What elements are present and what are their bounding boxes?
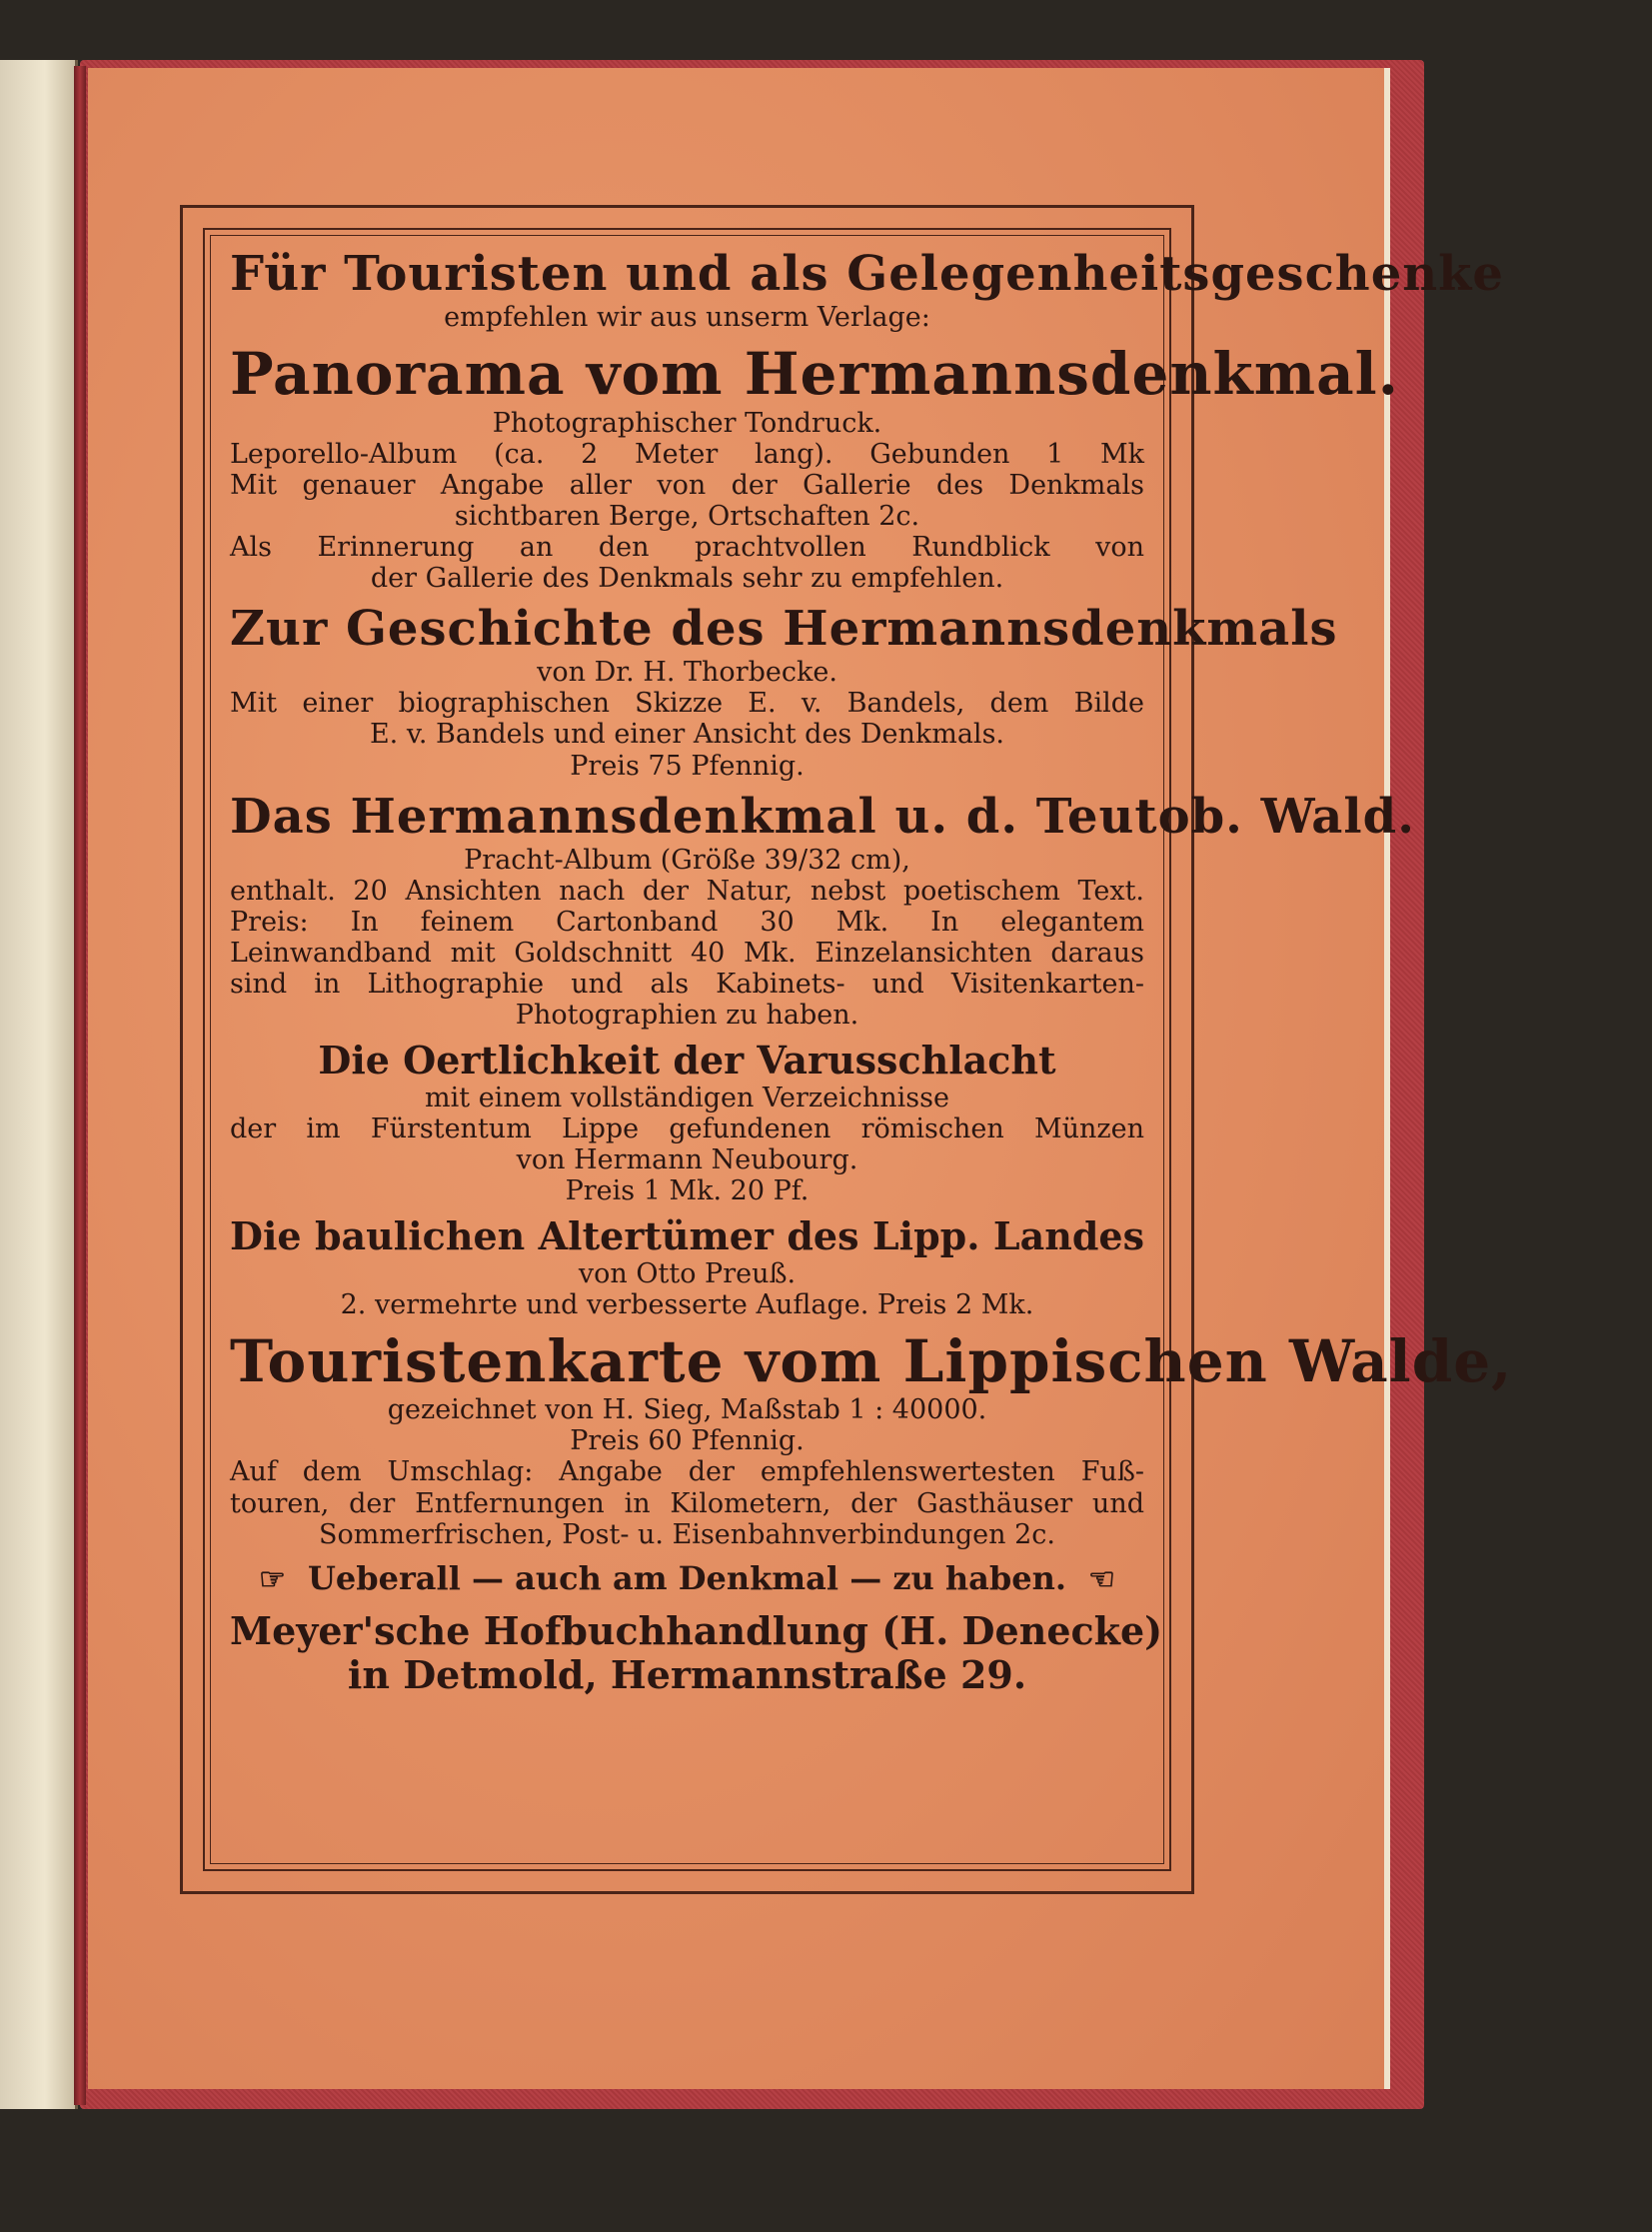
section-line: Mit einer biographischen Skizze E. v. Bandels, dem Bilde	[230, 688, 1144, 720]
section-line: enthalt. 20 Ansichten nach der Natur, nebst poetischem Text.	[230, 875, 1144, 907]
section-line: Leporello-Album (ca. 2 Meter lang). Gebunden 1 Mk	[230, 438, 1144, 470]
section-line: Leinwandband mit Goldschnitt 40 Mk. Einzelansichten daraus	[230, 937, 1144, 969]
section-line: von Hermann Neubourg.	[516, 1143, 858, 1175]
publisher-address: in Detmold, Hermannstraße 29.	[347, 1651, 1027, 1697]
section-line: Als Erinnerung an den prachtvollen Rundblick von	[230, 532, 1144, 564]
subheadline: empfehlen wir aus unserm Verlage:	[444, 302, 930, 334]
advertisement-content	[230, 245, 1513, 1844]
section-title: Panorama vom Hermannsdenkmal.	[230, 340, 1399, 409]
section-line: von Otto Preuß.	[578, 1257, 797, 1289]
section-line: der im Fürstentum Lippe gefundenen römischen Münzen	[230, 1113, 1144, 1144]
pointing-hand-right-icon: ☞	[259, 1561, 286, 1597]
pointing-hand-left-icon: ☜	[1088, 1561, 1115, 1597]
section-line: Pracht-Album (Größe 39/32 cm),	[464, 844, 910, 876]
section-line: von Dr. H. Thorbecke.	[537, 657, 837, 689]
section-line: Photographien zu haben.	[515, 1000, 859, 1031]
section-title: Zur Geschichte des Hermannsdenkmals	[230, 601, 1338, 658]
section-line: Preis 1 Mk. 20 Pf.	[565, 1174, 810, 1206]
publisher-name: Meyer'sche Hofbuchhandlung (H. Denecke)	[230, 1608, 1163, 1654]
section-line: Auf dem Umschlag: Angabe der empfehlenswertesten Fuß-	[230, 1456, 1144, 1488]
section-line: Mit genauer Angabe aller von der Gallerie des Denkmals	[230, 470, 1144, 502]
section-line: Photographischer Tondruck.	[492, 407, 882, 439]
section-line: gezeichnet von H. Sieg, Maßstab 1 : 40000.	[387, 1394, 987, 1426]
book-spine	[74, 66, 86, 2105]
section-line: Preis: In feinem Cartonband 30 Mk. In elegantem	[230, 906, 1144, 938]
section-line: sind in Lithographie und als Kabinets- und Visitenkarten-	[230, 968, 1144, 1000]
section-title: Das Hermannsdenkmal u. d. Teutob. Wald.	[230, 788, 1415, 845]
section-line: Preis 75 Pfennig.	[570, 750, 805, 782]
notice-text: Ueberall — auch am Denkmal — zu haben.	[307, 1558, 1067, 1597]
section-line: der Gallerie des Denkmals sehr zu empfehlen.	[370, 563, 1004, 595]
section-line: E. v. Bandels und einer Ansicht des Denkmals.	[369, 719, 1005, 751]
section-line: mit einem vollständigen Verzeichnisse	[425, 1082, 949, 1114]
section-title: Die Oertlichkeit der Varusschlacht	[318, 1038, 1056, 1084]
section-line: Sommerfrischen, Post- u. Eisenbahnverbindungen 2c.	[319, 1518, 1055, 1550]
availability-notice	[230, 1560, 1144, 1598]
left-page-edge	[0, 60, 78, 2109]
section-line: Preis 60 Pfennig.	[570, 1425, 805, 1457]
section-title: Touristenkarte vom Lippischen Walde,	[230, 1326, 1513, 1395]
section-line: sichtbaren Berge, Ortschaften 2c.	[454, 501, 920, 533]
section-line: touren, der Entfernungen in Kilometern, der Gasthäuser und	[230, 1487, 1144, 1519]
headline: Für Touristen und als Gelegenheitsgeschenke	[230, 246, 1504, 302]
section-title: Die baulichen Altertümer des Lipp. Landes	[230, 1212, 1144, 1258]
section-line: 2. vermehrte und verbesserte Auflage. Preis 2 Mk.	[340, 1288, 1034, 1320]
